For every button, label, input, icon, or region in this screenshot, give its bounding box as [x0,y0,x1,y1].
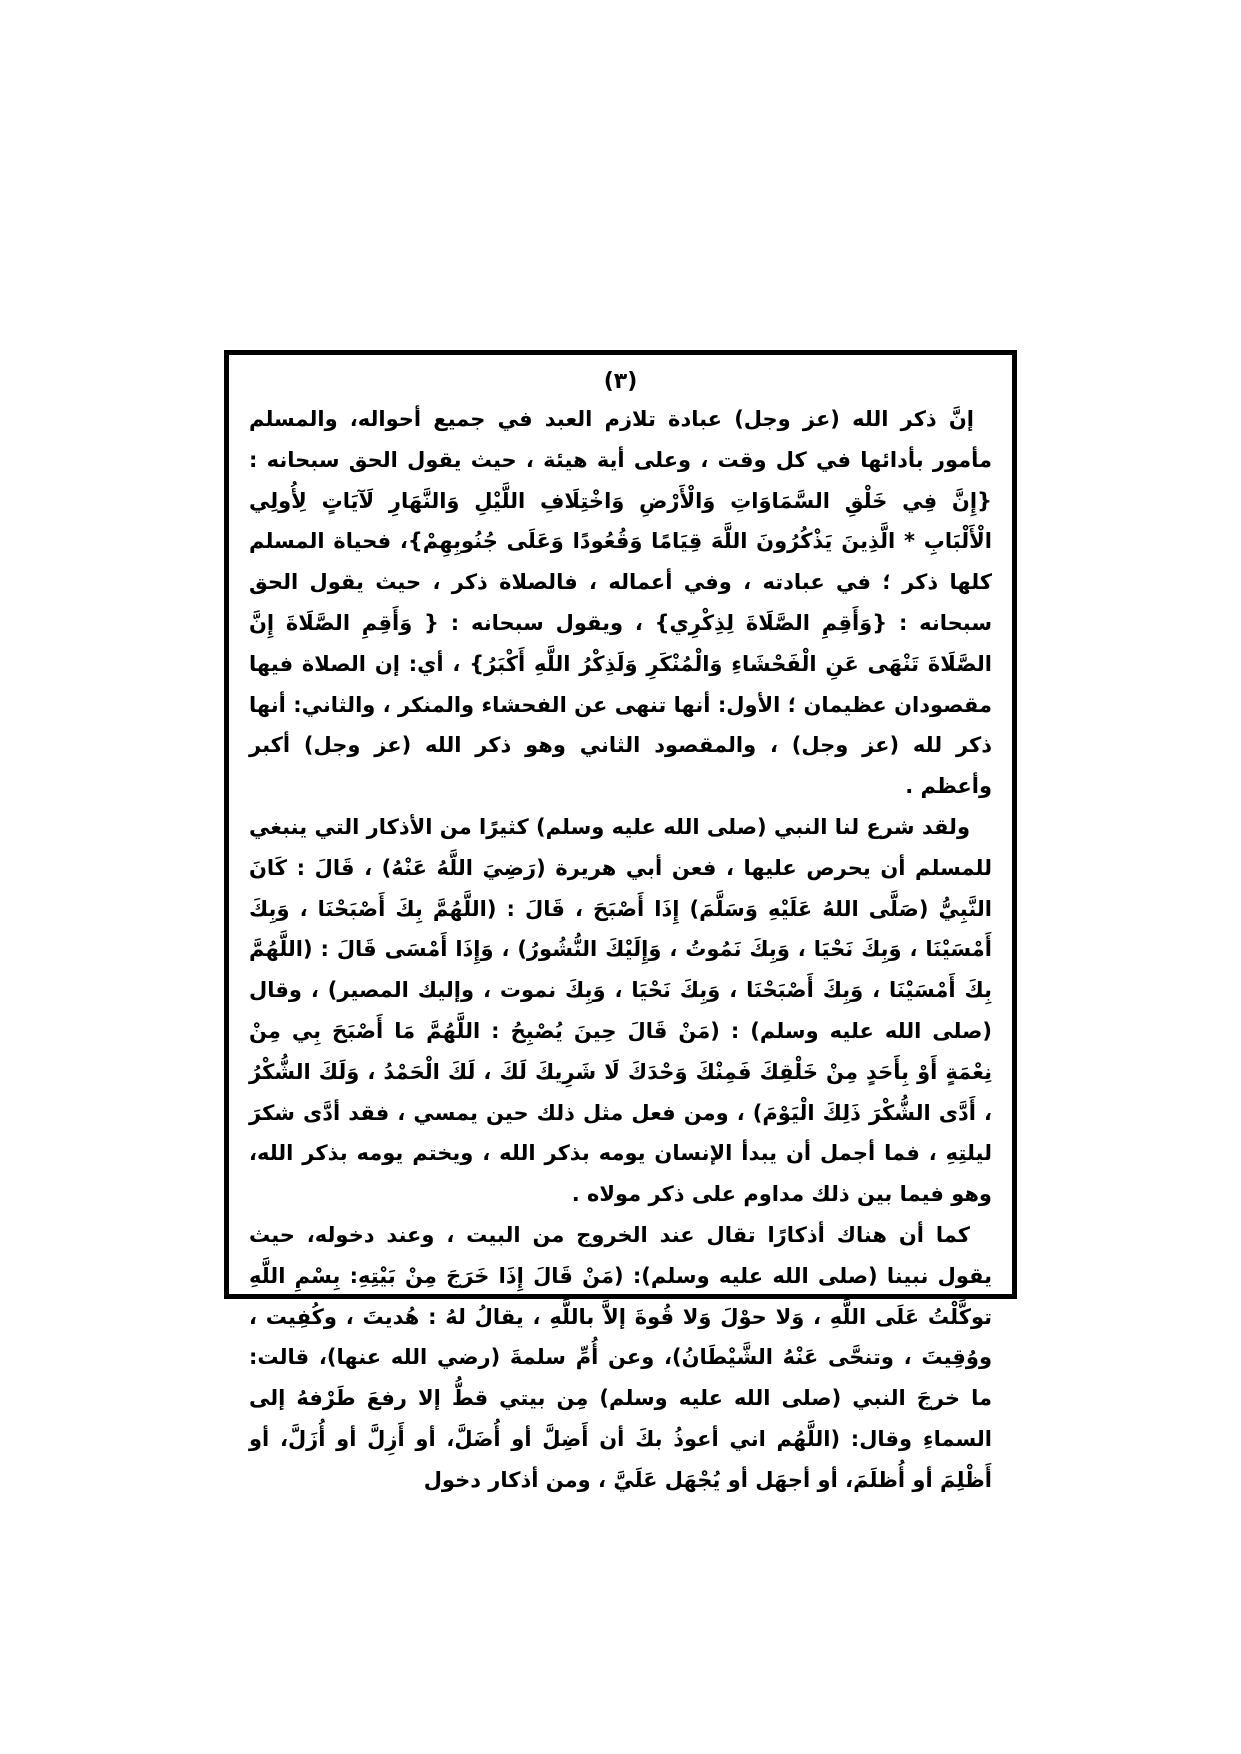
paragraph-text: ، [434,1222,467,1247]
paragraph-3 [249,1215,992,1501]
page-frame [224,350,1017,1492]
highlight-leaving-home: الخروج من البيت [466,1222,648,1247]
paragraph-1 [249,399,992,807]
highlight-entering-home: وعند دخوله [314,1222,435,1247]
paragraph-2 [249,807,992,1215]
paragraph-text: كما أن هناك أذكارًا تقال عند [647,1222,970,1247]
paragraph-text: إنَّ ذكر الله (عز وجل) عبادة تلازم العبد في جميع أحواله، والمسلم مأمور بأدائها في كل وقت ، وعلى أية هيئة ، حيث يقول الحق سبحانه : {إِنَّ فِي خَلْقِ السَّمَاوَاتِ وَالْأَرْضِ وَاخْتِلَافِ اللَّيْلِ وَالنَّهَارِ لَآيَاتٍ لِأُولِي الْأَلْبَابِ * الَّذِينَ يَذْكُرُونَ اللَّهَ قِيَامًا وَقُعُودًا وَعَلَى جُنُوبِهِمْ}، فحياة المسلم كلها ذكر ؛ في عبادته ، وفي أعماله ، فالصلاة ذكر ، حيث يقول الحق سبحانه : {وَأَقِمِ الصَّلَاةَ لِذِكْرِي} ، ويقول سبحانه : { وَأَقِمِ الصَّلَاةَ إِنَّ الصَّلَاةَ تَنْهَى عَنِ الْفَحْشَاءِ وَالْمُنْكَرِ وَلَذِكْرُ اللَّهِ أَكْبَرُ} ، أي: إن الصلاة فيها مقصودان عظيمان ؛ الأول: أنها تنهى عن الفحشاء والمنكر ، والثاني: أنها ذكر لله (عز وجل) ، والمقصود الثاني وهو ذكر الله (عز وجل) أكبر وأعظم . [249,407,992,799]
body-text [249,399,992,1501]
paragraph-text: ، حيث يقول نبينا (صلى الله عليه وسلم): (مَنْ قَالَ إِذَا خَرَجَ مِنْ بَيْتِهِ: بِسْمِ اللَّهِ توكَّلْتُ عَلَى اللَّهِ ، وَلا حوْلَ وَلا قُوةَ إلاَّ باللَّهِ ، يقالُ لهُ : هُديتَ ، وكُفِيت ، ووُقِيتَ ، وتنحَّى عَنْهُ الشَّيْطَانُ)، وعن أُمِّ سلمةَ (رضي الله عنها)، قالت: ما خرجَ النبي (صلى الله عليه وسلم) مِن بيتي قطُّ إلا رفعَ طَرْفهُ إلى السماءِ وقال: (اللَّهُم اني أعوذُ بكَ أن أَضِلَّ أو أُضَلَّ، أو أَزِلَّ أو أُزَلَّ، أو أَظْلِمَ أو أُظلَمَ، أو أجهَل أو يُجْهَل عَلَيَّ ، ومن أذكار دخول [249,1222,992,1492]
page-number: (٣) [603,369,638,394]
paragraph-text: ولقد شرع لنا النبي (صلى الله عليه وسلم) كثيرًا من الأذكار التي ينبغي للمسلم أن يحرص عليها ، فعن أبي هريرة (رَضِيَ اللَّهُ عَنْهُ) ، قَالَ : كَانَ النَّبِيُّ (صَلَّى اللهُ عَلَيْهِ وَسَلَّمَ) إِذَا أَصْبَحَ ، قَالَ : (اللَّهُمَّ بِكَ أَصْبَحْنَا ، وَبِكَ أَمْسَيْنَا ، وَبِكَ نَحْيَا ، وَبِكَ نَمُوتُ ، وَإِلَيْكَ النُّشُورُ) ، وَإِذَا أَمْسَى قَالَ : (اللَّهُمَّ بِكَ أَمْسَيْنَا ، وَبِكَ أَصْبَحْنَا ، وَبِكَ نَحْيَا ، وَبِكَ نموت ، وإليك المصير) ، وقال (صلى الله عليه وسلم) : (مَنْ قَالَ حِينَ يُصْبِحُ : اللَّهُمَّ مَا أَصْبَحَ بِي مِنْ نِعْمَةٍ أَوْ بِأَحَدٍ مِنْ خَلْقِكَ فَمِنْكَ وَحْدَكَ لَا شَرِيكَ لَكَ ، لَكَ الْحَمْدُ ، وَلَكَ الشُّكْرُ ، أَدَّى الشُّكْرَ ذَلِكَ الْيَوْمَ) ، ومن فعل مثل ذلك حين يمسي ، فقد أدَّى شكرَ ليلتِهِ ، فما أجمل أن يبدأ الإنسان يومه بذكر الله ، ويختم يومه بذكر الله، وهو فيما بين ذلك مداوم على ذكر مولاه . [249,814,992,1207]
